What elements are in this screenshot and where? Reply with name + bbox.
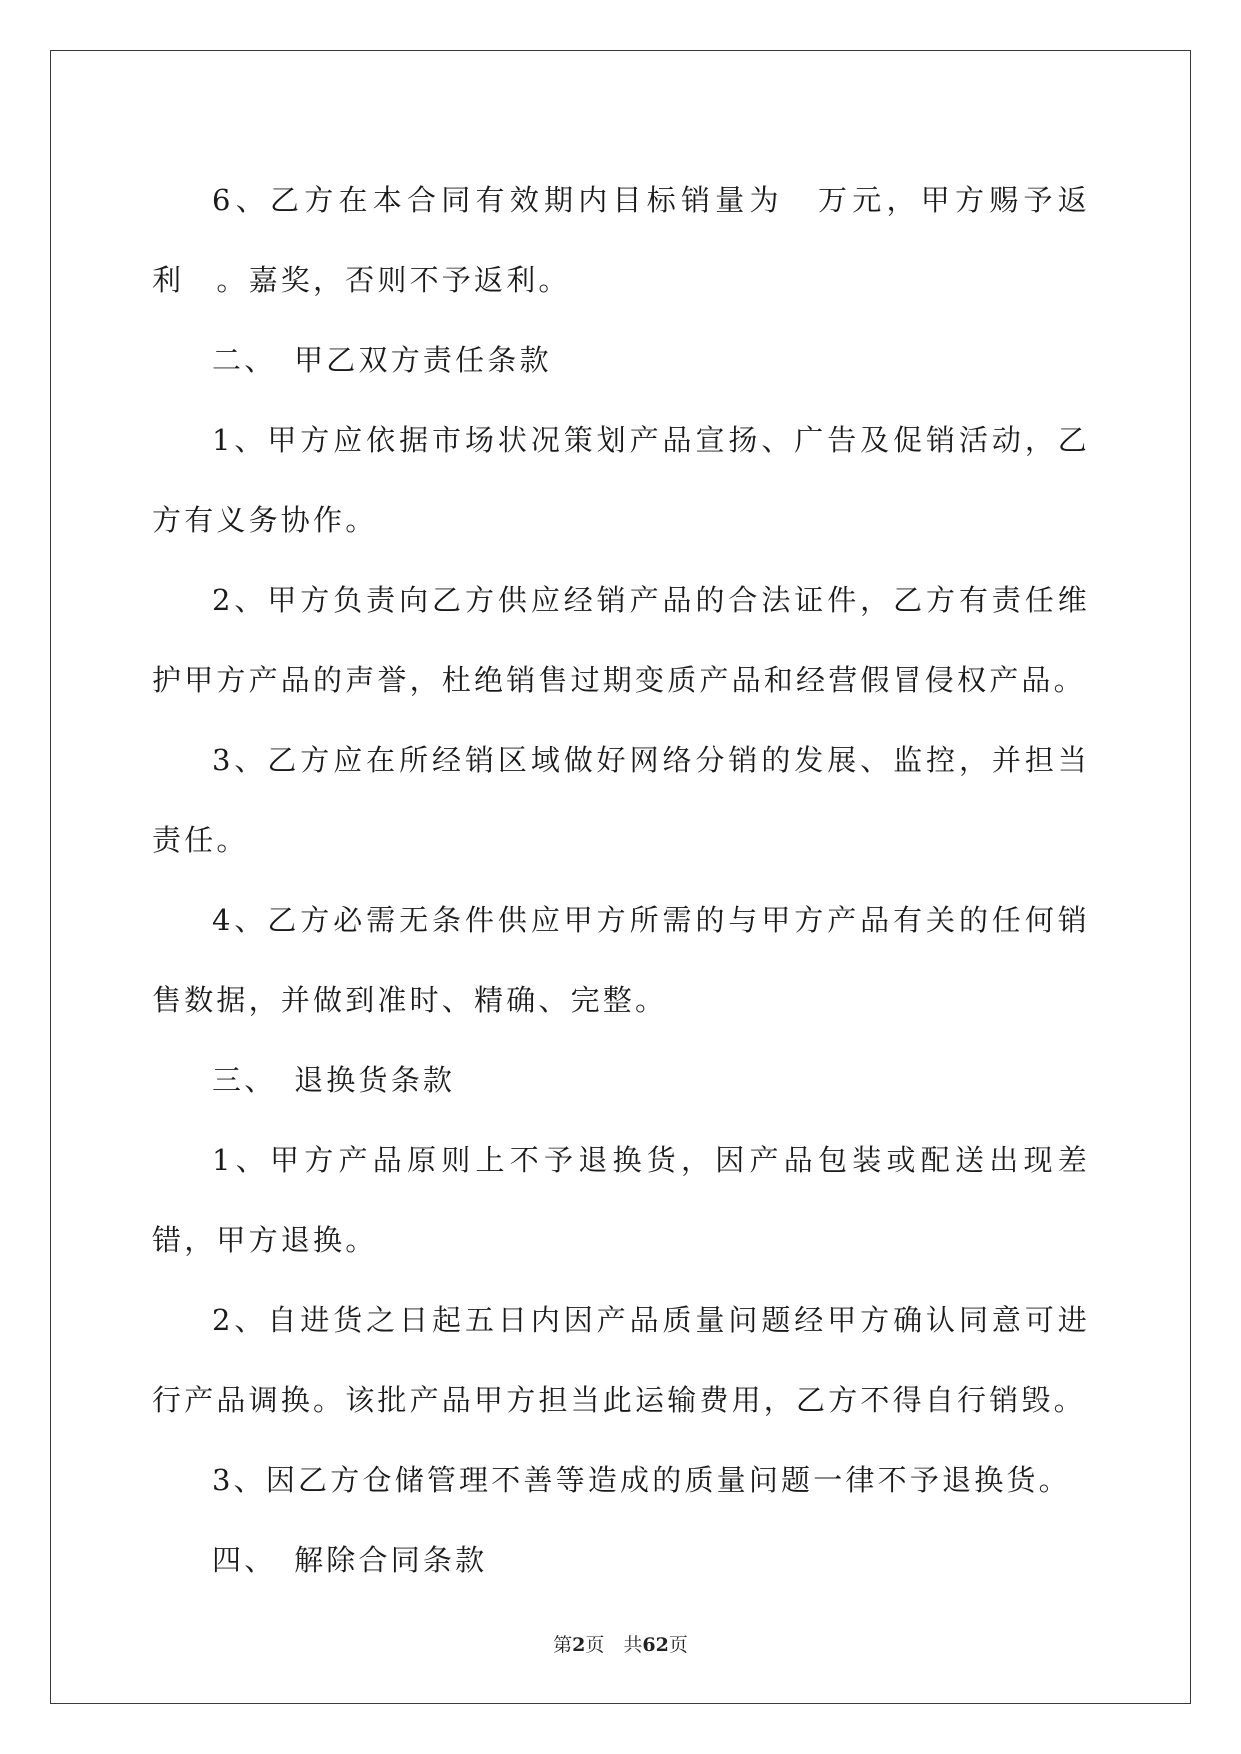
clause-2-1: 1、甲方应依据市场状况策划产品宣扬、广告及促销活动，乙方有义务协作。 <box>152 423 1090 537</box>
footer-page-number: 2 <box>572 1634 586 1656</box>
clause-2-4: 4、乙方必需无条件供应甲方所需的与甲方产品有关的任何销售数据，并做到准时、精确、完整。 <box>152 903 1090 1017</box>
clause-3-2: 2、自进货之日起五日内因产品质量问题经甲方确认同意可进行产品调换。该批产品甲方担当此运输费用，乙方不得自行销毁。 <box>152 1303 1090 1417</box>
clause-2-3: 3、乙方应在所经销区域做好网络分销的发展、监控，并担当责任。 <box>152 743 1090 857</box>
footer-total-pages: 62 <box>642 1634 669 1656</box>
page-footer <box>0 1630 1241 1657</box>
clause-1-6: 6、乙方在本合同有效期内目标销量为 万元，甲方赐予返利 。嘉奖，否则不予返利。 <box>152 183 1090 297</box>
section-heading-2: 二、 甲乙双方责任条款 <box>212 343 552 377</box>
clause-3-3: 3、因乙方仓储管理不善等造成的质量问题一律不予退换货。 <box>212 1463 1071 1497</box>
document-body <box>152 160 1090 1600</box>
footer-middle: 页 共 <box>585 1634 643 1656</box>
footer-prefix: 第 <box>553 1634 573 1656</box>
section-heading-4: 四、 解除合同条款 <box>212 1543 488 1577</box>
footer-suffix: 页 <box>668 1634 688 1656</box>
clause-3-1: 1、甲方产品原则上不予退换货，因产品包装或配送出现差错，甲方退换。 <box>152 1143 1090 1257</box>
section-heading-3: 三、 退换货条款 <box>212 1063 456 1097</box>
clause-2-2: 2、甲方负责向乙方供应经销产品的合法证件，乙方有责任维护甲方产品的声誉，杜绝销售过期变质产品和经营假冒侵权产品。 <box>152 583 1090 697</box>
